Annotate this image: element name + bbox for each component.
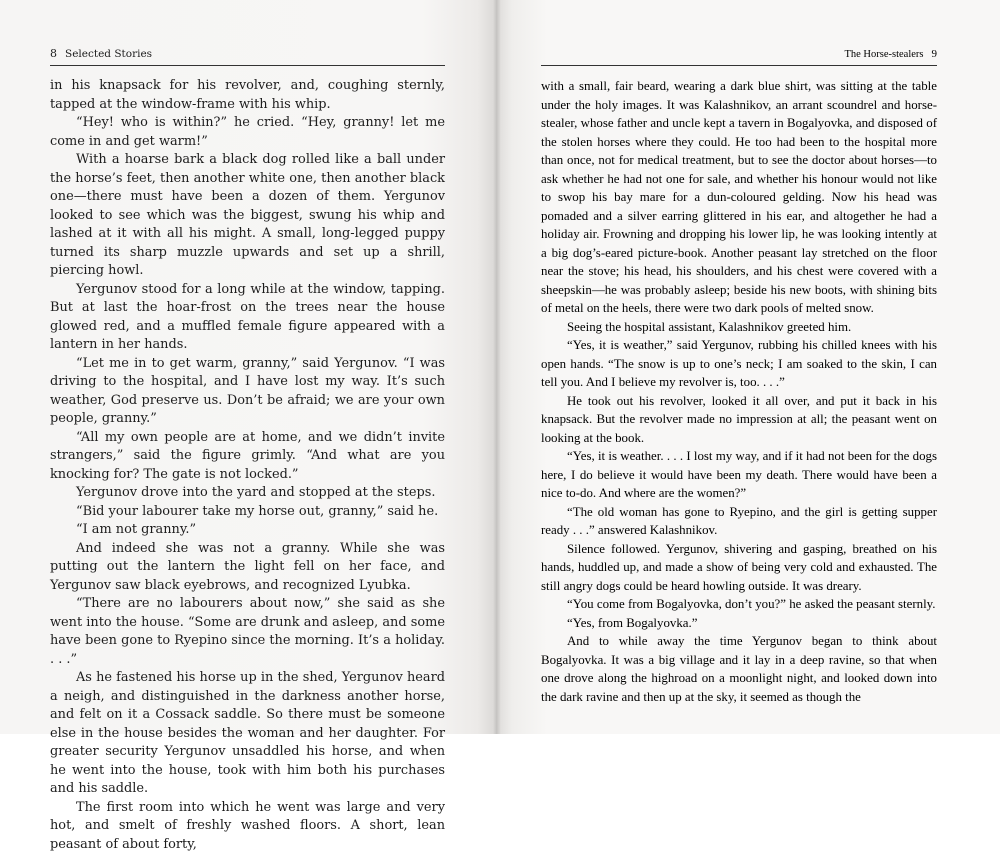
paragraph: With a hoarse bark a black dog rolled like a ball under the horse’s feet, then another white one, then another black one—there must have been a dozen of them. Yergunov looked to see which was the biggest, swung his whip and lashed at it with all his might. A small, long-legged puppy turned its sharp muzzle upwards and set up a shrill, piercing howl.: [50, 151, 445, 281]
paragraph: And to while away the time Yergunov began to think about Bogalyovka. It was a big village and it lay in a deep ravine, so that when one drove along the highroad on a moonlight night, and looked down into the dark ravine and then up at the sky, it seemed as though the: [541, 632, 937, 706]
paragraph: in his knapsack for his revolver, and, coughing sternly, tapped at the window-frame with his whip.: [50, 77, 445, 114]
paragraph: “Yes, it is weather. . . . I lost my way, and if it had not been for the dogs here, I do believe it would have been my death. There would have been a nice to-do. And where are the women?”: [541, 447, 937, 503]
right-header-rule: [541, 65, 937, 66]
paragraph: “Hey! who is within?” he cried. “Hey, granny! let me come in and get warm!”: [50, 114, 445, 151]
paragraph: He took out his revolver, looked it all over, and put it back in his knapsack. But the revolver made no impression at all; the peasant went on looking at the book.: [541, 392, 937, 448]
paragraph: with a small, fair beard, wearing a dark blue shirt, was sitting at the table under the holy images. It was Kalashnikov, an arrant scoundrel and horse-stealer, whose father and uncle kept a tavern in Bogalyovka, and disposed of the stolen horses where they could. He too had been to the hospital more than once, not for medical treatment, but to see the doctor about horses—to ask whether he had not one for sale, and whether his honour would not like to swop his bay mare for a dun-coloured gelding. Now his head was pomaded and a silver earring glittered in his ear, and altogether he had a holiday air. Frowning and dropping his lower lip, he was looking intently at a big dog’s-eared picture-book. Another peasant lay stretched on the floor near the stove; his head, his shoulders, and his chest were covered with a sheepskin—he was probably asleep; beside his new boots, with shining bits of metal on the heels, there were two dark pools of melted snow.: [541, 77, 937, 318]
paragraph: “All my own people are at home, and we didn’t invite strangers,” said the figure grimly. “And what are you knocking for? The gate is not locked.”: [50, 429, 445, 485]
paragraph: “There are no labourers about now,” she said as she went into the house. “Some are drunk and asleep, and some have been gone to Ryepino since the morning. It’s a holiday. . . .”: [50, 595, 445, 669]
paragraph: Yergunov drove into the yard and stopped at the steps.: [50, 484, 445, 503]
left-running-header: [50, 46, 445, 62]
paragraph: And indeed she was not a granny. While she was putting out the lantern the light fell on her face, and Yergunov saw black eyebrows, and recognized Lyubka.: [50, 540, 445, 596]
paragraph: “You come from Bogalyovka, don’t you?” he asked the peasant sternly.: [541, 595, 937, 614]
right-running-head-title: The Horse-stealers: [844, 49, 923, 60]
paragraph: Silence followed. Yergunov, shivering and gasping, breathed on his hands, huddled up, and made a show of being very cold and exhausted. The still angry dogs could be heard howling outside. It was dreary.: [541, 540, 937, 596]
paragraph: “Bid your labourer take my horse out, granny,” said he.: [50, 503, 445, 522]
paragraph: Seeing the hospital assistant, Kalashnikov greeted him.: [541, 318, 937, 337]
right-running-header: [541, 46, 937, 62]
left-running-head-title: Selected Stories: [65, 48, 152, 60]
paragraph: “Let me in to get warm, granny,” said Yergunov. “I was driving to the hospital, and I have lost my way. It’s such weather, God preserve us. Don’t be afraid; we are your own people, granny.”: [50, 355, 445, 429]
left-page-number: 8: [50, 47, 57, 60]
paragraph: “Yes, from Bogalyovka.”: [541, 614, 937, 633]
left-page-body: [50, 77, 445, 854]
paragraph: Yergunov stood for a long while at the window, tapping. But at last the hoar-frost on the trees near the house glowed red, and a muffled female figure appeared with a lantern in her hands.: [50, 281, 445, 355]
paragraph: The first room into which he went was large and very hot, and smelt of freshly washed floors. A short, lean peasant of about forty,: [50, 799, 445, 854]
paragraph: “I am not granny.”: [50, 521, 445, 540]
paragraph: “Yes, it is weather,” said Yergunov, rubbing his chilled knees with his open hands. “The snow is up to one’s neck; I am soaked to the skin, I can tell you. And I believe my revolver is, too. . . .”: [541, 336, 937, 392]
paragraph: “The old woman has gone to Ryepino, and the girl is getting supper ready . . .” answered Kalashnikov.: [541, 503, 937, 540]
book-gutter-shadow: [493, 0, 501, 734]
right-page-number: 9: [932, 48, 938, 60]
right-page-body: [541, 77, 937, 706]
paragraph: As he fastened his horse up in the shed, Yergunov heard a neigh, and distinguished in the darkness another horse, and felt on it a Cossack saddle. So there must be someone else in the house besides the woman and her daughter. For greater security Yergunov unsaddled his horse, and when he went into the house, took with him both his purchases and his saddle.: [50, 669, 445, 799]
left-page: [0, 0, 497, 734]
left-header-rule: [50, 65, 445, 66]
